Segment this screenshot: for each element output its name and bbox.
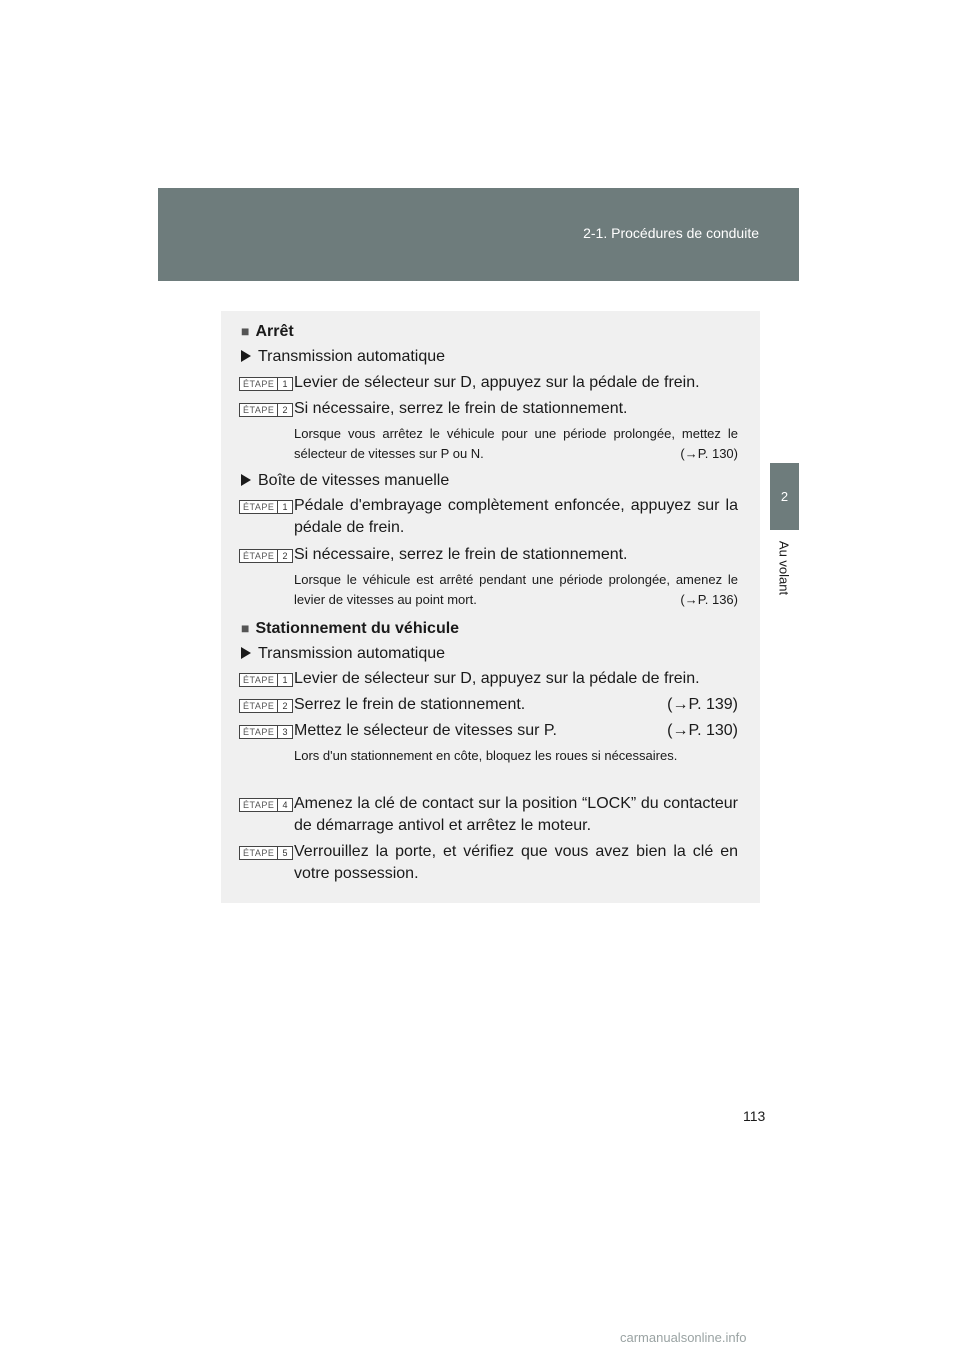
step-number: 5 [277, 847, 292, 859]
step-badge [239, 549, 293, 563]
note: Lors d'un stationnement en côte, bloquez les roues si nécessaires. [294, 748, 678, 763]
header-band [158, 188, 799, 281]
step-word: ÉTAPE [243, 551, 275, 561]
page-reference: (→P. 130) [680, 446, 738, 461]
section-heading-stationnement [241, 618, 459, 639]
note-text: Lorsque vous arrêtez le véhicule pour une période prolongée, mettez le sélecteur de vitesses sur P ou N. [294, 426, 738, 461]
heading-text: Stationnement du véhicule [255, 620, 460, 637]
subheading-text: Transmission automatique [258, 348, 446, 365]
section-title: 2-1. Procédures de conduite [583, 225, 759, 241]
step-text: Si nécessaire, serrez le frein de stationnement. [294, 546, 628, 563]
triangle-bullet-icon [241, 647, 251, 659]
note [294, 570, 738, 610]
step-text: Pédale d'embrayage complètement enfoncée, appuyez sur la pédale de frein. [294, 497, 738, 536]
step-badge [239, 798, 293, 812]
step-number: 2 [277, 700, 292, 712]
watermark: carmanualsonline.info [620, 1330, 747, 1345]
step-word: ÉTAPE [243, 405, 275, 415]
note [294, 424, 738, 464]
step-number: 4 [277, 799, 292, 811]
step-text: Amenez la clé de contact sur la position “LOCK” du contacteur de démarrage antivol et arrêtez le moteur. [294, 795, 738, 834]
step-badge [239, 500, 293, 514]
page-reference: (→P. 136) [680, 592, 738, 607]
step-word: ÉTAPE [243, 848, 275, 858]
chapter-number: 2 [780, 489, 789, 504]
step-text: Verrouillez la porte, et vérifiez que vous avez bien la clé en votre possession. [294, 843, 738, 882]
subheading-text: Boîte de vitesses manuelle [258, 472, 450, 489]
step-badge [239, 846, 293, 860]
step-text: Si nécessaire, serrez le frein de stationnement. [294, 400, 628, 417]
page-number: 113 [743, 1108, 766, 1124]
step-number: 1 [277, 501, 292, 513]
step-number: 1 [277, 674, 292, 686]
subheading-auto [241, 347, 445, 367]
triangle-bullet-icon [241, 350, 251, 362]
square-bullet-icon: ■ [241, 323, 250, 339]
square-bullet-icon: ■ [241, 620, 250, 636]
step-number: 1 [277, 378, 292, 390]
step-badge [239, 403, 293, 417]
triangle-bullet-icon [241, 474, 251, 486]
step-word: ÉTAPE [243, 379, 275, 389]
step-text: Levier de sélecteur sur D, appuyez sur la pédale de frein. [294, 374, 700, 391]
step-number: 2 [277, 550, 292, 562]
step-word: ÉTAPE [243, 675, 275, 685]
step-word: ÉTAPE [243, 701, 275, 711]
step-badge [239, 725, 293, 739]
chapter-label: Au volant [776, 540, 792, 596]
note-text: Lorsque le véhicule est arrêté pendant une période prolongée, amenez le levier de vitesses au point mort. [294, 572, 738, 607]
step-text: Levier de sélecteur sur D, appuyez sur la pédale de frein. [294, 670, 700, 687]
step-badge [239, 673, 293, 687]
heading-text: Arrêt [255, 323, 294, 340]
step-badge [239, 699, 293, 713]
step-text [294, 720, 738, 742]
step-word: ÉTAPE [243, 727, 275, 737]
subheading-text: Transmission automatique [258, 645, 446, 662]
step-number: 3 [277, 726, 292, 738]
step-text-content: Mettez le sélecteur de vitesses sur P. [294, 722, 557, 739]
step-text-content: Serrez le frein de stationnement. [294, 696, 526, 713]
subheading-auto [241, 644, 445, 664]
subheading-manual [241, 471, 449, 491]
page-reference: (→P. 139) [667, 696, 738, 713]
step-badge [239, 377, 293, 391]
chapter-tab [770, 463, 799, 530]
step-number: 2 [277, 404, 292, 416]
step-word: ÉTAPE [243, 502, 275, 512]
section-heading-arret [241, 321, 294, 342]
content-box [221, 311, 760, 903]
step-word: ÉTAPE [243, 800, 275, 810]
page-reference: (→P. 130) [667, 722, 738, 739]
step-text [294, 694, 738, 716]
